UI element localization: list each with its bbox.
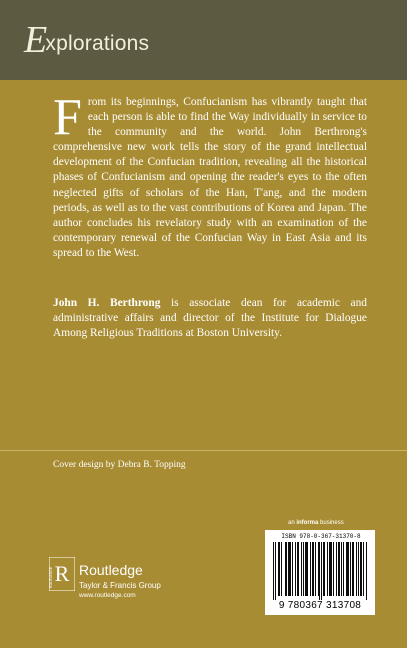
section-divider xyxy=(0,450,407,451)
barcode-bar xyxy=(327,542,328,596)
barcode-bar xyxy=(356,542,357,596)
book-blurb xyxy=(53,89,367,261)
series-title xyxy=(24,19,150,61)
barcode-bar xyxy=(289,542,290,596)
barcode-bar xyxy=(361,542,362,596)
barcode-bar xyxy=(341,542,342,596)
barcode-bar xyxy=(324,542,325,596)
barcode-bar xyxy=(323,542,324,596)
barcode-bar xyxy=(358,542,359,596)
author-name: John H. Berthrong xyxy=(53,297,161,309)
barcode-bar xyxy=(366,542,367,600)
barcode-bar xyxy=(298,542,299,596)
barcode-bar xyxy=(312,542,313,596)
series-title-initial: E xyxy=(24,19,48,61)
publisher-name: Routledge xyxy=(79,562,143,578)
barcode-bar xyxy=(307,542,308,596)
isbn-barcode-box xyxy=(265,530,375,615)
barcode-bar xyxy=(363,542,364,596)
author-bio xyxy=(53,296,367,341)
routledge-logo-letter: R xyxy=(54,561,70,586)
publisher-url: www.routledge.com xyxy=(79,592,136,599)
barcode-bar xyxy=(279,542,280,596)
barcode-bar xyxy=(305,542,306,596)
routledge-logo-icon xyxy=(49,557,75,591)
barcode-bar xyxy=(315,542,316,596)
series-header-band xyxy=(0,0,407,80)
barcode-bar xyxy=(273,542,274,600)
series-title-rest: xplorations xyxy=(45,32,150,55)
blurb-dropcap: F xyxy=(53,89,82,146)
barcode-bar xyxy=(348,542,349,596)
routledge-logo-vertical-label: ROUTLEDGE xyxy=(49,566,53,588)
barcode-bar xyxy=(352,542,353,596)
informa-prefix: an xyxy=(288,520,297,526)
isbn-label: ISBN 978-0-367-31370-8 xyxy=(281,533,361,540)
barcode-bar xyxy=(297,542,298,596)
barcode-bar xyxy=(329,542,330,596)
barcode-bar xyxy=(331,542,332,596)
barcode-bar xyxy=(303,542,304,596)
barcode-bar xyxy=(346,542,347,596)
barcode-bar xyxy=(288,542,289,596)
publisher-group: Taylor & Francis Group xyxy=(79,581,161,590)
barcode-bar xyxy=(292,542,293,596)
blurb-text: rom its beginnings, Confucianism has vibrantly taught that each person is able to find the Way individually in service to the community and the world. John Berthrong's comprehensive new work tells the story of the grand intellectual development of the Confucian tradition, revealing all the historical phases of Confucianism and opening the reader's eyes to the often neglected gifts of scholars of the Han, T'ang, and the modern periods, as well as to the vast contributions of Korea and Japan. The author concludes his revelatory study with an examination of the contemporary renewal of the Confucian Way in East Asia and its spread to the West. xyxy=(53,96,367,259)
barcode-bar xyxy=(301,542,302,596)
barcode-bar xyxy=(275,542,276,600)
barcode-bar xyxy=(339,542,340,596)
barcode-bar xyxy=(310,542,311,596)
barcode-icon xyxy=(273,542,367,600)
barcode-bar xyxy=(313,542,314,596)
barcode-bar xyxy=(286,542,287,596)
barcode-bar xyxy=(319,542,320,600)
barcode-bar xyxy=(353,542,354,596)
barcode-bar xyxy=(295,542,296,596)
barcode-bar xyxy=(350,542,351,596)
barcode-bar xyxy=(333,542,334,596)
informa-business-label xyxy=(288,520,344,526)
cover-design-credit: Cover design by Debra B. Topping xyxy=(53,460,186,470)
barcode-bar xyxy=(290,542,291,596)
barcode-digits: 9 780367 313708 xyxy=(278,600,362,611)
barcode-bar xyxy=(285,542,286,596)
barcode-bar xyxy=(321,542,322,600)
barcode-bar xyxy=(336,542,337,596)
informa-suffix: business xyxy=(318,520,344,526)
barcode-bar xyxy=(306,542,307,596)
barcode-bar xyxy=(330,542,331,596)
barcode-bar xyxy=(338,542,339,596)
informa-brand: informa xyxy=(296,520,319,526)
author-bio-text: is associate dean for academic and administrative affairs and director of the Institute for Dialogue Among Religious Traditions at Boston University. xyxy=(53,297,367,340)
barcode-bar xyxy=(343,542,344,596)
barcode-bar xyxy=(278,542,279,596)
barcode-bar xyxy=(360,542,361,596)
barcode-bar xyxy=(347,542,348,596)
barcode-bar xyxy=(281,542,282,596)
barcode-bar xyxy=(318,542,319,596)
